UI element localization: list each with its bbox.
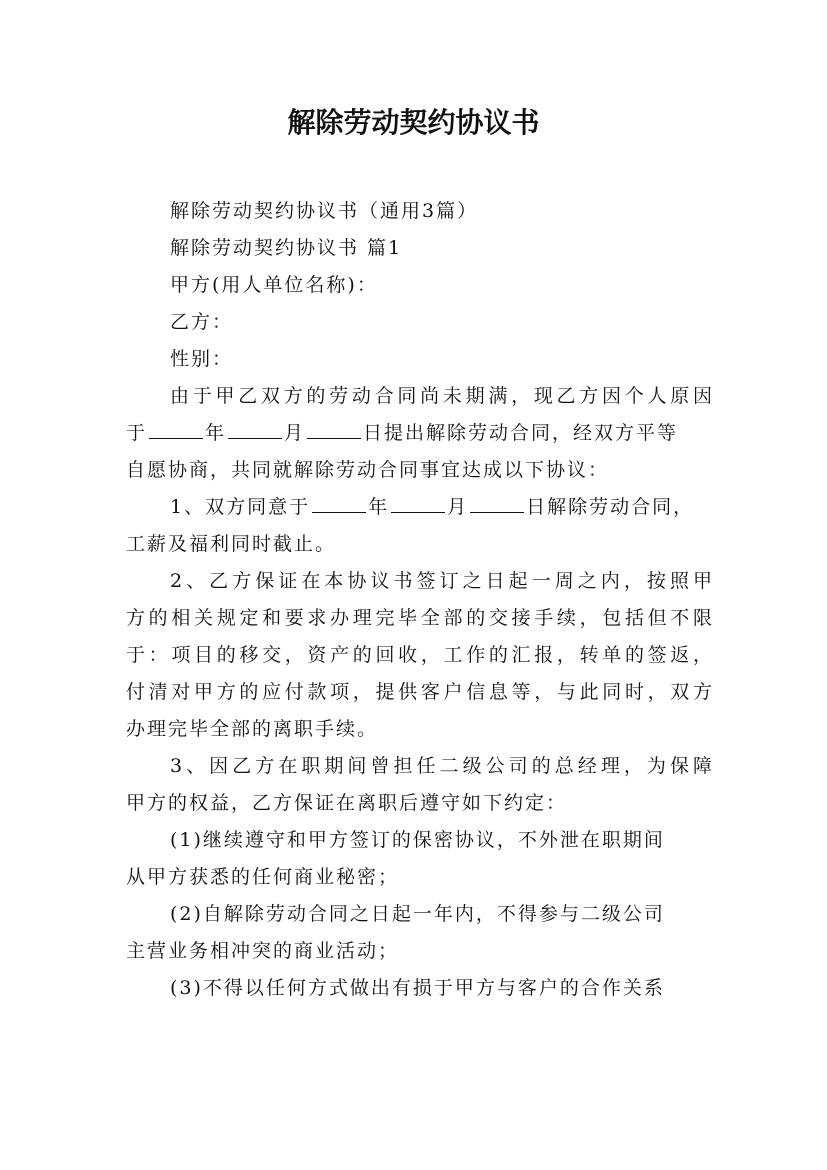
document-title: 解除劳动契约协议书 <box>287 106 540 139</box>
text-segment: 1、双方同意于 <box>170 496 311 518</box>
subclause-3-line: (3)不得以任何方式做出有损于甲方与客户的合作关系 <box>170 977 665 999</box>
paragraph-line: 方的相关规定和要求办理完毕全部的交接手续，包括但不限 <box>126 607 714 629</box>
section-heading: 解除劳动契约协议书 篇1 <box>170 237 403 259</box>
blank-field <box>391 511 445 513</box>
text-segment: 日解除劳动合同， <box>526 496 695 518</box>
party-b-field: 乙方： <box>170 311 234 333</box>
blank-field <box>149 437 203 439</box>
paragraph-line: 办理完毕全部的离职手续。 <box>126 718 379 740</box>
text-segment: 于 <box>126 422 148 444</box>
blank-field <box>307 437 361 439</box>
text-segment: 年 <box>205 422 227 444</box>
subclause-2-line: (2)自解除劳动合同之日起一年内，不得参与二级公司 <box>170 903 665 925</box>
text-segment: 月 <box>284 422 306 444</box>
gender-field: 性别： <box>170 348 234 370</box>
subclause-1-line: (1)继续遵守和甲方签订的保密协议，不外泄在职期间 <box>170 829 665 851</box>
paragraph-line: 主营业务相冲突的商业活动； <box>126 940 400 962</box>
paragraph-line: 甲方的权益，乙方保证在离职后遵守如下约定： <box>126 792 568 814</box>
document-body <box>126 193 714 1007</box>
blank-field <box>228 437 282 439</box>
text-segment: 日提出解除劳动合同，经双方平等 <box>363 422 679 444</box>
blank-field <box>470 511 524 513</box>
subtitle-line: 解除劳动契约协议书（通用3篇） <box>170 200 479 222</box>
paragraph-line: 于：项目的移交，资产的回收，工作的汇报，转单的签返， <box>126 644 714 666</box>
paragraph-line: 付清对甲方的应付款项，提供客户信息等，与此同时，双方 <box>126 681 714 703</box>
clause-1-line-with-blanks <box>126 489 714 526</box>
clause-3-line: 3、因乙方在职期间曾担任二级公司的总经理，为保障 <box>170 755 714 777</box>
text-segment: 年 <box>368 496 390 518</box>
paragraph-line: 从甲方获悉的任何商业秘密； <box>126 866 400 888</box>
paragraph-line: 工薪及福利同时截止。 <box>126 533 337 555</box>
paragraph-line: 自愿协商，共同就解除劳动合同事宜达成以下协议： <box>126 459 610 481</box>
clause-2-line: 2、乙方保证在本协议书签订之日起一周之内，按照甲 <box>170 570 714 592</box>
party-a-field: 甲方(用人单位名称)： <box>170 274 378 296</box>
paragraph-line: 由于甲乙双方的劳动合同尚未期满，现乙方因个人原因 <box>170 385 714 407</box>
text-segment: 月 <box>447 496 469 518</box>
paragraph-line-with-blanks <box>126 415 714 452</box>
blank-field <box>312 511 366 513</box>
